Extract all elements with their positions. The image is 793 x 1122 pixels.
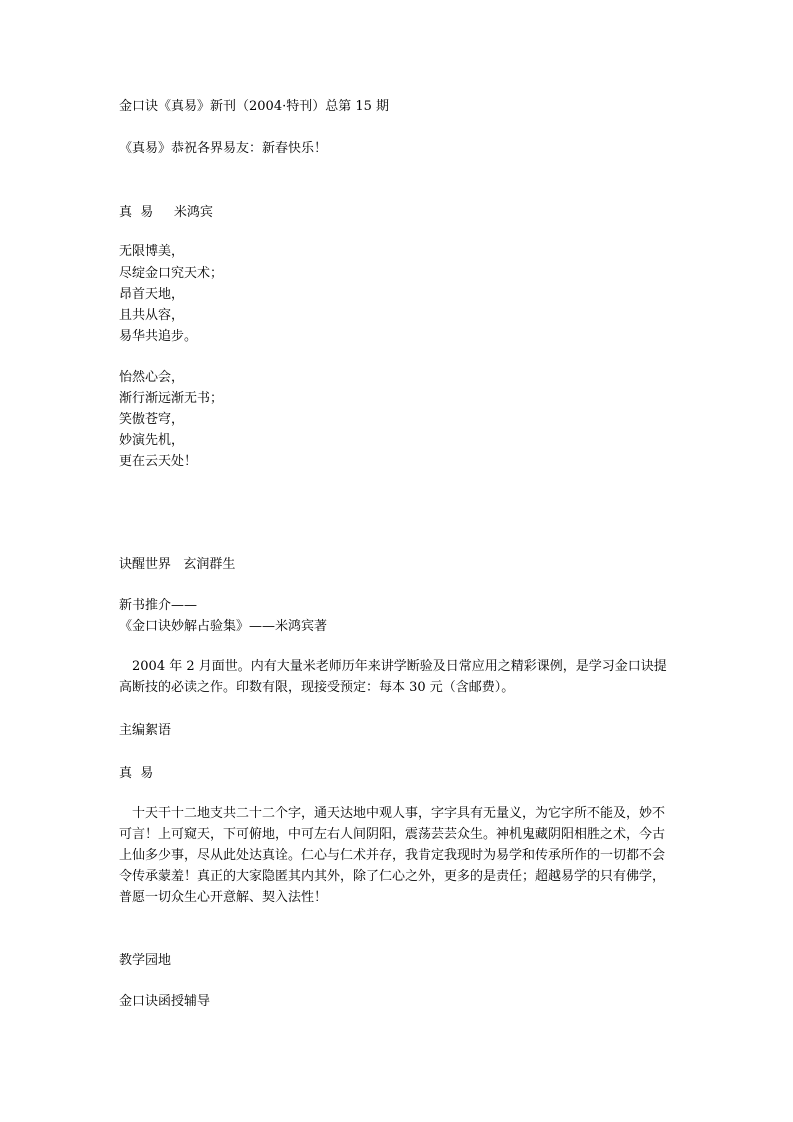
poem-line: 易华共追步。 <box>119 329 198 344</box>
poem-title: 真 易 米鸿宾 <box>119 205 213 220</box>
editor-heading: 主编絮语 <box>119 723 172 738</box>
book-heading: 新书推介—— <box>119 598 198 613</box>
teaching-heading: 教学园地 <box>119 953 172 968</box>
poem-line: 怡然心会， <box>119 370 185 385</box>
poem-line: 笑傲苍穹， <box>119 412 185 427</box>
poem-line: 更在云天处！ <box>119 454 198 469</box>
poem-line: 昂首天地， <box>119 287 185 302</box>
book-title-line: 《金口诀妙解占验集》——米鸿宾著 <box>119 619 328 634</box>
book-description: 2004 年 2 月面世。内有大量米老师历年来讲学断验及日常应用之精彩课例，是学习金口诀提高断技的必读之作。印数有限，现接受预定：每本 30 元（含邮费）。 <box>119 659 667 695</box>
editor-body: 十天干十二地支共二十二个字，通天达地中观人事，字字具有无量义，为它字所不能及，妙不可言！上可窥天，下可俯地，中可左右人间阴阳，震荡芸芸众生。神机鬼藏阴阳相胜之术，今古上仙多少事，尽从此处达真诠。仁心与仁术并存，我肯定我现时为易学和传承所作的一切都不会令传承蒙羞！真正的大家隐匿其内其外，除了仁心之外，更多的是责任；超越易学的只有佛学，普愿一切众生心开意解、契入法性！ <box>119 806 666 905</box>
editor-subheading: 真 易 <box>119 766 154 781</box>
poem-line: 且共从容， <box>119 308 185 323</box>
poem-line: 无限博美， <box>119 244 185 259</box>
greeting-line: 《真易》恭祝各界易友：新春快乐！ <box>119 141 328 156</box>
teaching-subheading: 金口诀函授辅导 <box>119 994 211 1009</box>
poem-line: 尽绽金口究天术； <box>119 266 224 281</box>
poem-line: 妙演先机， <box>119 433 185 448</box>
issue-line: 金口诀《真易》新刊（2004·特刊）总第 15 期 <box>119 99 390 114</box>
motto-line: 诀醒世界 玄润群生 <box>119 557 236 572</box>
poem-line: 渐行渐远渐无书； <box>119 391 224 406</box>
